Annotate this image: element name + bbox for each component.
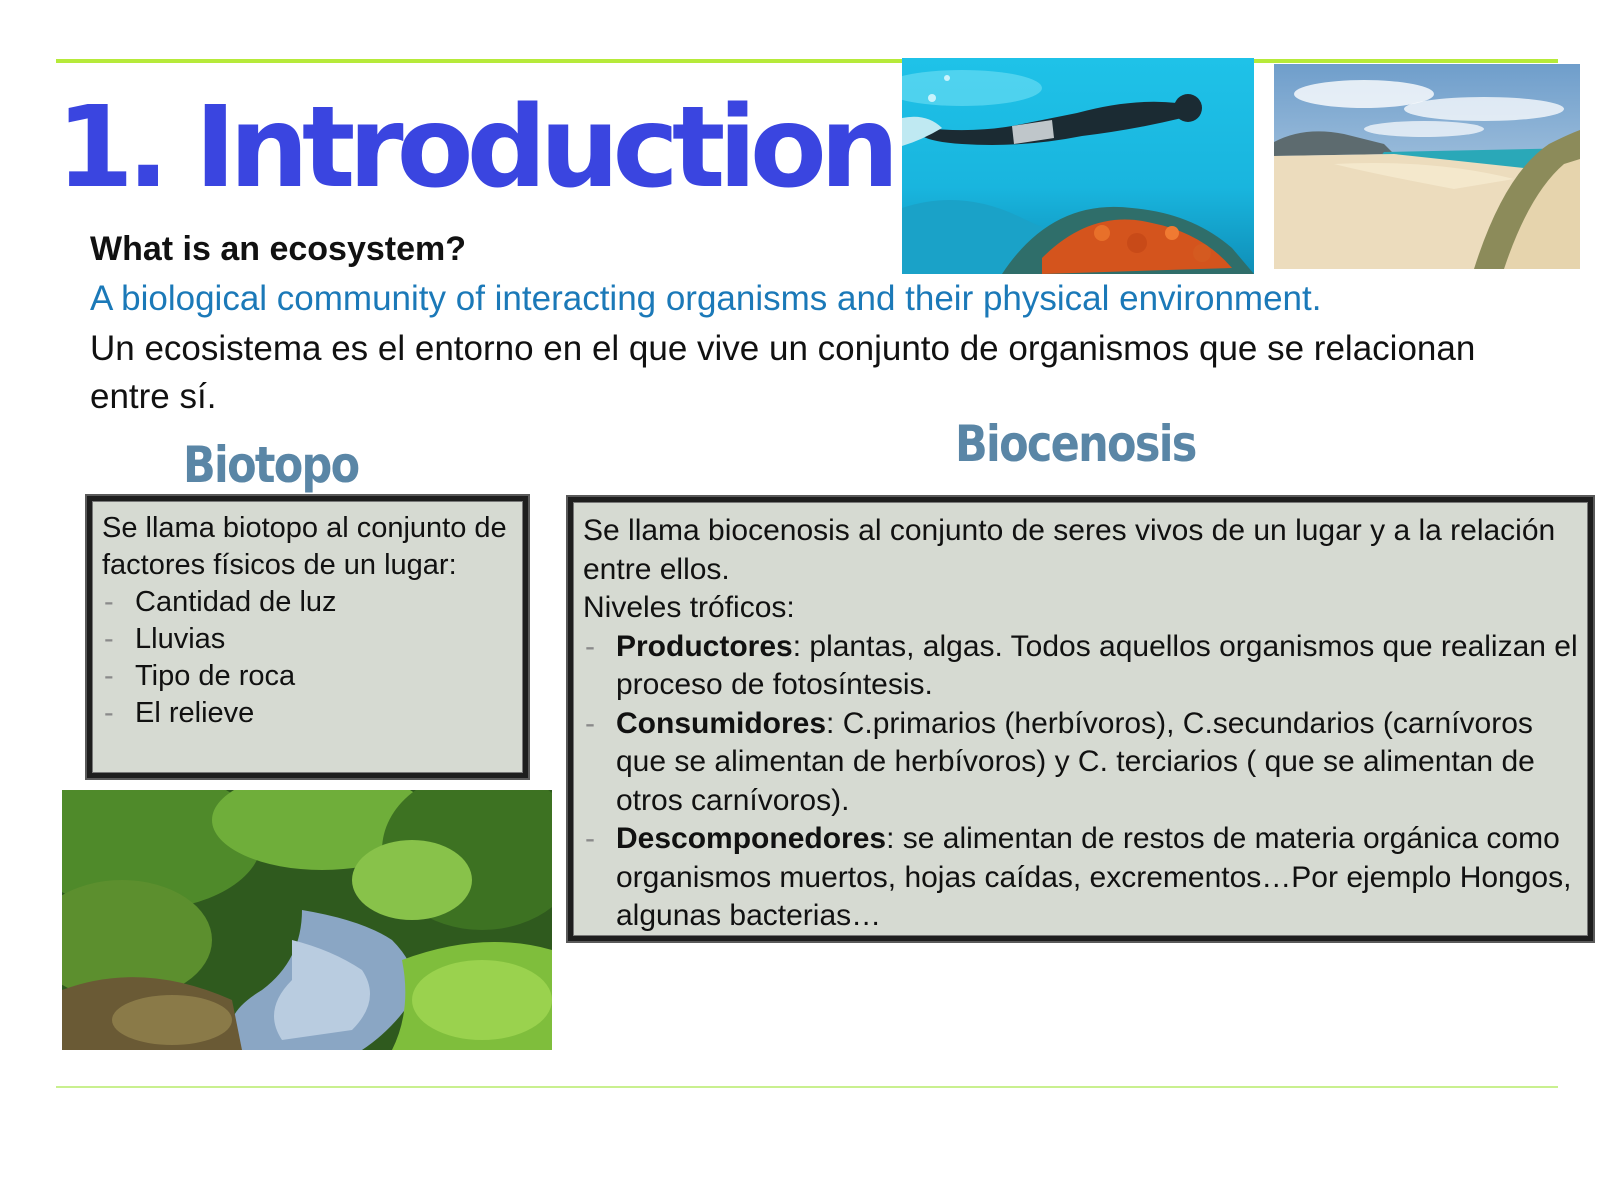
ecosystem-definition-english: A biological community of interacting organisms and their physical environment. [90,279,1322,318]
trophic-levels-label: Niveles tróficos: [583,591,795,624]
dash-marker: - [585,629,595,663]
river-photo [62,790,552,1050]
biotopo-heading: Biotopo [183,436,359,494]
ecosystem-question: What is an ecosystem? [90,230,467,268]
biotopo-box [87,496,528,778]
biotopo-factor-list [102,584,513,732]
slide-title: 1. Introduction [56,83,893,213]
dash-marker: - [585,822,595,855]
biocenosis-box [568,497,1593,941]
biocenosis-heading: Biocenosis [955,415,1196,473]
list-item-descomponedores: - Descomponedores: se alimentan de restos de materia orgánica como organismos muertos, hojas caídas, excrementos…Por ejemplo Hongos, algunas bacterias… [585,822,1572,932]
top-divider-line [56,59,1558,63]
list-item: - Tipo de roca [102,658,513,695]
dash-marker: - [104,586,114,618]
trophic-levels-list [583,628,1578,936]
biocenosis-intro: Se llama biocenosis al conjunto de seres vivos de un lugar y a la relación entre ellos. [583,514,1556,586]
ecosystem-definition-spanish: Un ecosistema es el entorno en el que vive un conjunto de organismos que se relacionan entre sí. [90,329,1476,416]
list-item-productores: - Productores: plantas, algas. Todos aquellos organismos que realizan el proceso de fotosíntesis. [585,629,1578,701]
beach-photo [1274,64,1580,269]
bottom-divider-line [56,1086,1558,1088]
list-item: - Lluvias [102,621,513,658]
dash-marker: - [585,706,595,740]
list-item: - Cantidad de luz [102,584,513,621]
dash-marker: - [104,697,114,729]
dash-marker: - [104,660,114,692]
dash-marker: - [104,623,114,655]
snorkeler-photo [902,58,1254,274]
biotopo-intro: Se llama biotopo al conjunto de factores físicos de un lugar: [102,512,507,581]
list-item-consumidores: - Consumidores: C.primarios (herbívoros), C.secundarios (carnívoros que se alimentan de herbívoros) y C. terciarios ( que se alimentan de otros carnívoros). [585,706,1535,817]
list-item: - El relieve [102,695,513,732]
